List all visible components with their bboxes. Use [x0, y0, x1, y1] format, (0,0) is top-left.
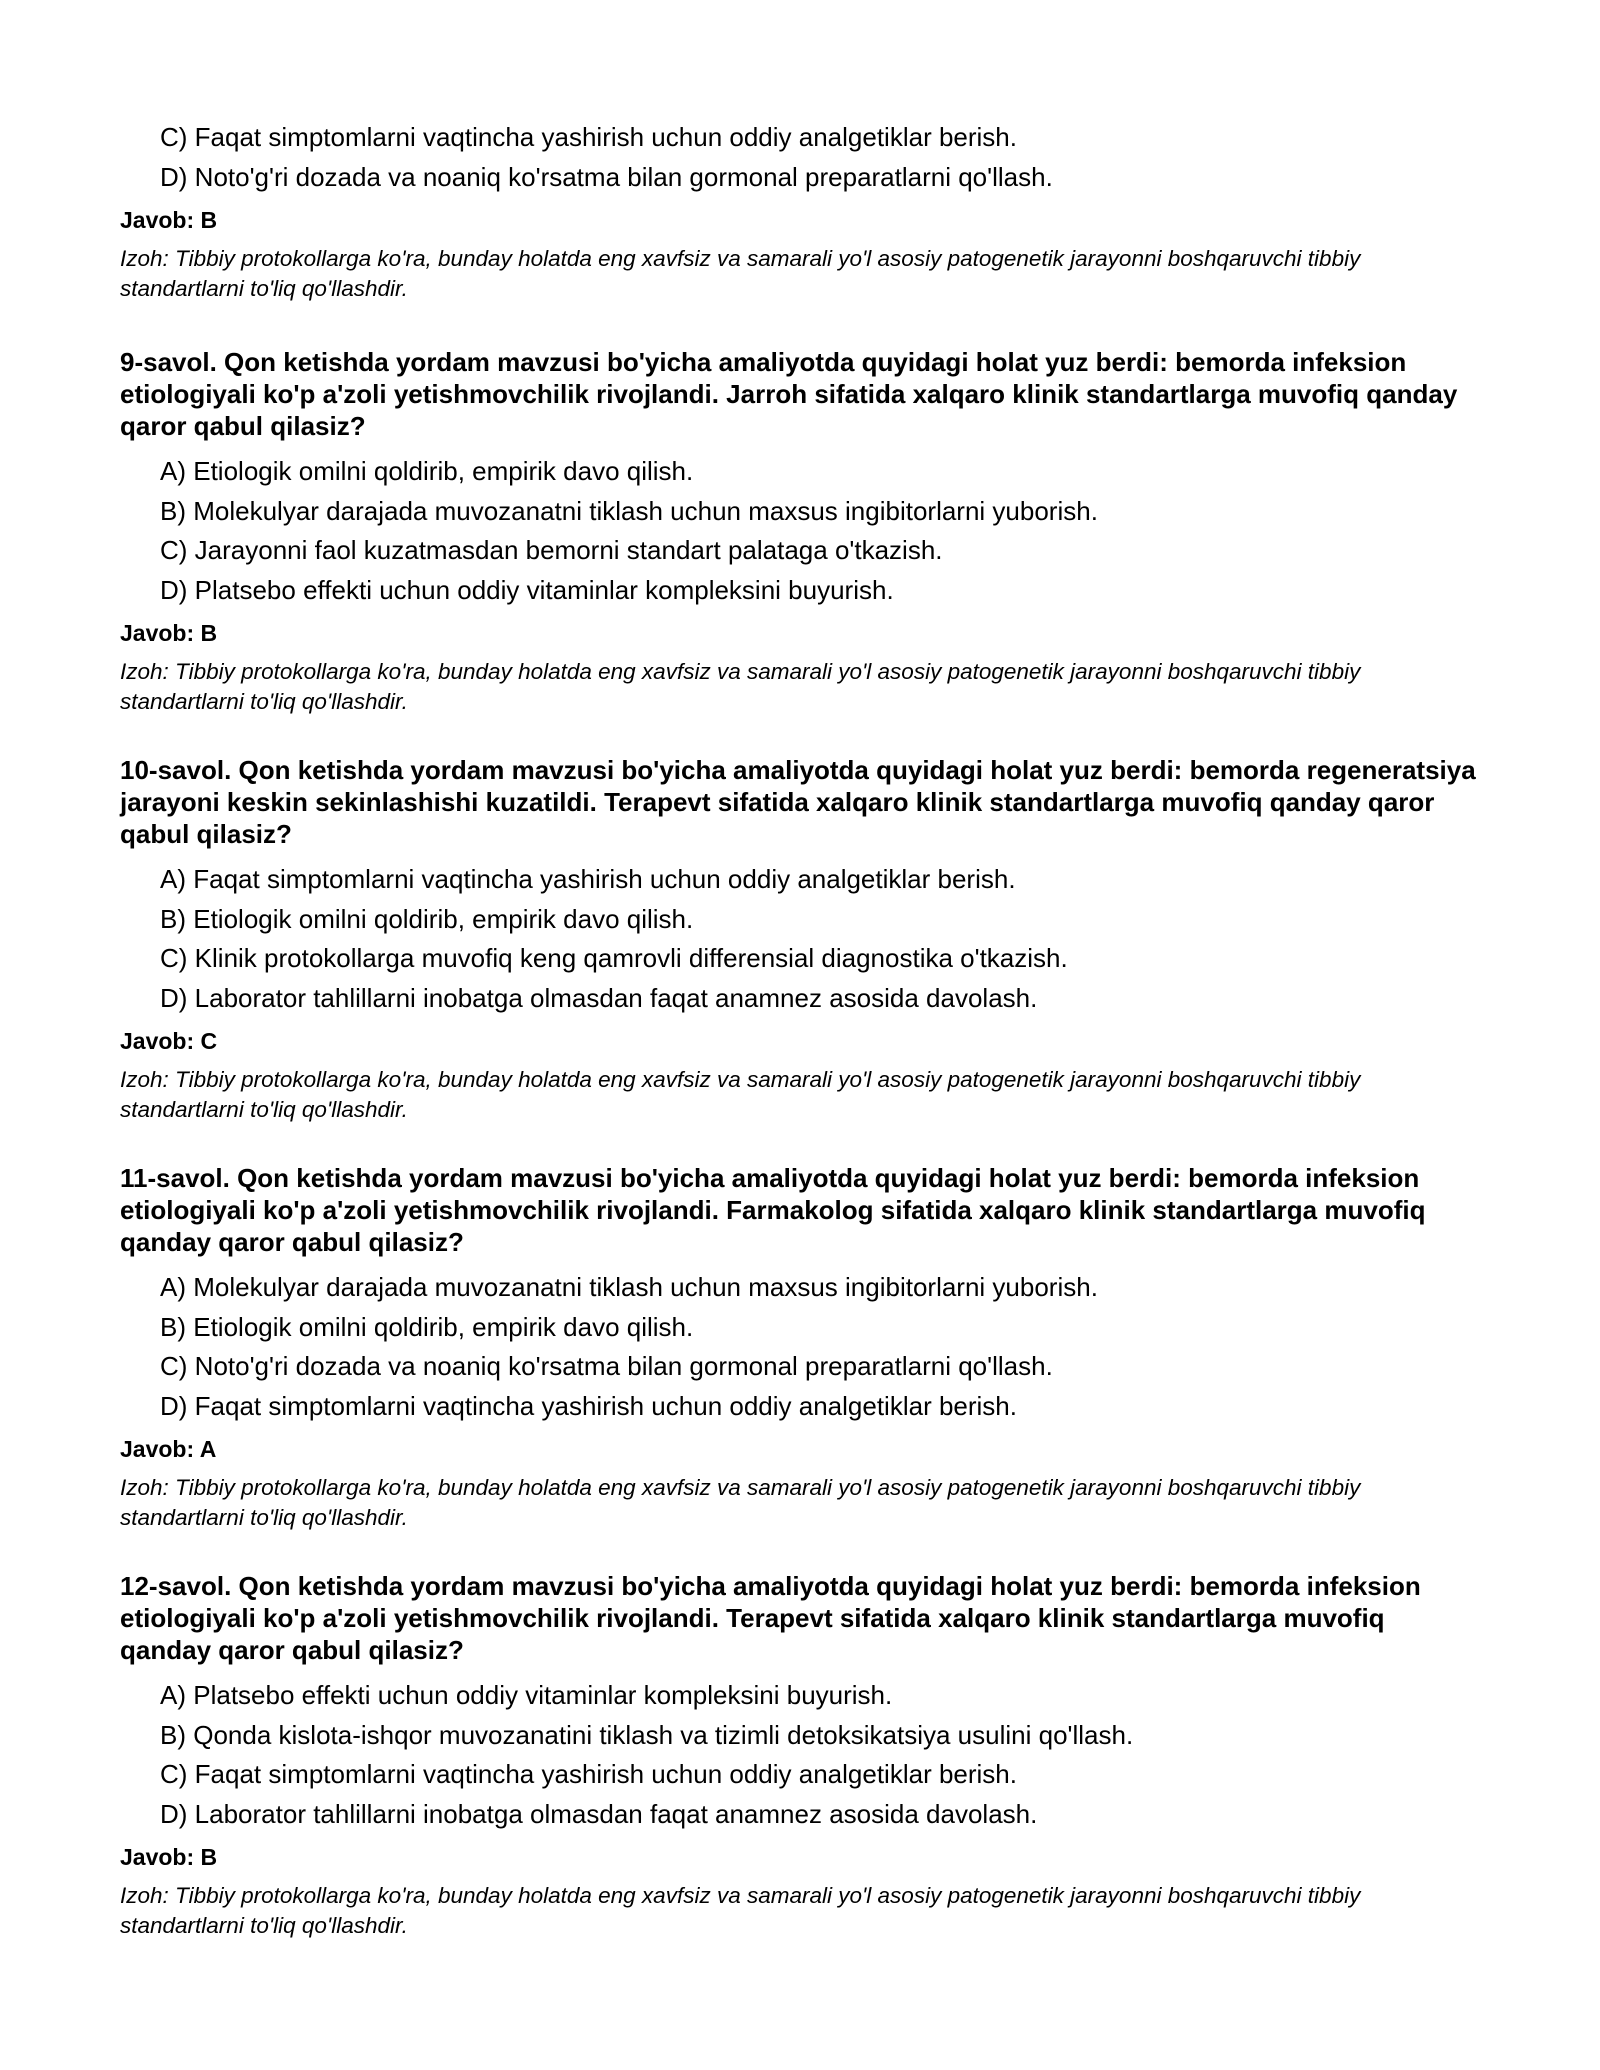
- question-11: [0, 1162, 1600, 1533]
- option-text: Jarayonni faol kuzatmasdan bemorni standart palataga o'tkazish.: [194, 535, 943, 565]
- option-letter: A): [160, 864, 186, 894]
- option-text: Laborator tahlillarni inobatga olmasdan faqat anamnez asosida davolash.: [194, 1798, 1038, 1829]
- explanation-note: Izoh: Tibbiy protokollarga ko'ra, bunday holatda eng xavfsiz va samarali yo'l asosiy patogenetik jarayonni boshqaruvchi tibbiy standartlarni to'liq qo'llashdir.: [120, 659, 1361, 714]
- option-letter: B): [160, 1719, 186, 1750]
- option-text: Laborator tahlillarni inobatga olmasdan faqat anamnez asosida davolash.: [194, 982, 1038, 1013]
- option-text: Molekulyar darajada muvozanatni tiklash uchun maxsus ingibitorlarni yuborish.: [193, 1272, 1098, 1302]
- question-8-continuation: [0, 118, 1600, 304]
- option-a: [160, 1676, 1600, 1716]
- option-b: [160, 900, 1600, 940]
- option-letter: C): [160, 1351, 188, 1381]
- option-text: Etiologik omilni qoldirib, empirik davo qilish.: [193, 903, 694, 934]
- option-c: [160, 1347, 1600, 1387]
- option-letter: B): [160, 495, 186, 526]
- option-text: Faqat simptomlarni vaqtincha yashirish uchun oddiy analgetiklar berish.: [194, 122, 1017, 152]
- option-a: [160, 860, 1600, 900]
- option-c: [160, 118, 1600, 158]
- answer-label: Javob:: [120, 1844, 195, 1870]
- option-b: [160, 1716, 1600, 1756]
- option-text: Etiologik omilni qoldirib, empirik davo qilish.: [193, 456, 694, 486]
- option-letter: D): [160, 161, 188, 192]
- option-letter: A): [160, 456, 186, 486]
- option-letter: A): [160, 1272, 186, 1302]
- option-d: [160, 158, 1600, 198]
- option-text: Qonda kislota-ishqor muvozanatini tiklash va tizimli detoksikatsiya usulini qo'llash.: [193, 1719, 1134, 1750]
- answer-label: Javob:: [120, 1436, 195, 1462]
- answer-line: [120, 618, 1600, 649]
- option-text: Klinik protokollarga muvofiq keng qamrovli differensial diagnostika o'tkazish.: [194, 943, 1068, 973]
- option-text: Faqat simptomlarni vaqtincha yashirish uchun oddiy analgetiklar berish.: [193, 864, 1016, 894]
- answer-value: B: [200, 620, 218, 646]
- option-letter: D): [160, 574, 188, 605]
- answer-line: [120, 1026, 1600, 1057]
- option-text: Platsebo effekti uchun oddiy vitaminlar kompleksini buyurish.: [194, 574, 894, 605]
- option-a: [160, 1268, 1600, 1308]
- explanation-note: Izoh: Tibbiy protokollarga ko'ra, bunday holatda eng xavfsiz va samarali yo'l asosiy patogenetik jarayonni boshqaruvchi tibbiy standartlarni to'liq qo'llashdir.: [120, 1067, 1361, 1122]
- explanation-note: Izoh: Tibbiy protokollarga ko'ra, bunday holatda eng xavfsiz va samarali yo'l asosiy patogenetik jarayonni boshqaruvchi tibbiy standartlarni to'liq qo'llashdir.: [120, 1475, 1361, 1530]
- answer-options: [0, 1676, 1600, 1834]
- answer-options: [0, 1268, 1600, 1426]
- answer-options: [0, 452, 1600, 610]
- answer-line: [120, 205, 1600, 236]
- answer-value: A: [199, 1436, 217, 1462]
- option-letter: D): [160, 982, 188, 1013]
- option-letter: C): [160, 122, 188, 152]
- answer-options: [0, 860, 1600, 1018]
- question-title: 10-savol. Qon ketishda yordam mavzusi bo'yicha amaliyotda quyidagi holat yuz berdi: bemorda regeneratsiya jarayoni keskin sekinlashishi kuzatildi. Terapevt sifatida xalqaro klinik standartlarga muvofiq qanday qaror qabul qilasiz?: [120, 755, 1476, 849]
- question-12: [0, 1570, 1600, 1941]
- question-title: 9-savol. Qon ketishda yordam mavzusi bo'yicha amaliyotda quyidagi holat yuz berdi: bemorda infeksion etiologiyali ko'p a'zoli yetishmovchilik rivojlandi. Jarroh sifatida xalqaro klinik standartlarga muvofiq qanday qaror qabul qilasiz?: [120, 347, 1458, 441]
- option-letter: B): [160, 903, 186, 934]
- question-10: [0, 754, 1600, 1125]
- option-c: [160, 1755, 1600, 1795]
- option-text: Etiologik omilni qoldirib, empirik davo qilish.: [193, 1311, 694, 1342]
- option-text: Faqat simptomlarni vaqtincha yashirish uchun oddiy analgetiklar berish.: [194, 1759, 1017, 1789]
- question-title: 11-savol. Qon ketishda yordam mavzusi bo'yicha amaliyotda quyidagi holat yuz berdi: bemorda infeksion etiologiyali ko'p a'zoli yetishmovchilik rivojlandi. Farmakolog sifatida xalqaro klinik standartlarga muvofiq qanday qaror qabul qilasiz?: [120, 1163, 1426, 1257]
- answer-value: B: [200, 1844, 218, 1870]
- answer-line: [120, 1842, 1600, 1873]
- option-c: [160, 939, 1600, 979]
- explanation-note: Izoh: Tibbiy protokollarga ko'ra, bunday holatda eng xavfsiz va samarali yo'l asosiy patogenetik jarayonni boshqaruvchi tibbiy standartlarni to'liq qo'llashdir.: [120, 246, 1361, 301]
- option-d: [160, 1387, 1600, 1427]
- option-letter: C): [160, 1759, 188, 1789]
- option-c: [160, 531, 1600, 571]
- option-text: Platsebo effekti uchun oddiy vitaminlar kompleksini buyurish.: [193, 1680, 893, 1710]
- answer-label: Javob:: [120, 207, 195, 233]
- option-letter: D): [160, 1798, 188, 1829]
- option-letter: D): [160, 1390, 188, 1421]
- option-a: [160, 452, 1600, 492]
- answer-value: B: [200, 207, 218, 233]
- answer-label: Javob:: [120, 1028, 195, 1054]
- option-d: [160, 571, 1600, 611]
- explanation-note: Izoh: Tibbiy protokollarga ko'ra, bunday holatda eng xavfsiz va samarali yo'l asosiy patogenetik jarayonni boshqaruvchi tibbiy standartlarni to'liq qo'llashdir.: [120, 1883, 1361, 1938]
- option-d: [160, 1795, 1600, 1835]
- option-letter: B): [160, 1311, 186, 1342]
- question-title: 12-savol. Qon ketishda yordam mavzusi bo'yicha amaliyotda quyidagi holat yuz berdi: bemorda infeksion etiologiyali ko'p a'zoli yetishmovchilik rivojlandi. Terapevt sifatida xalqaro klinik standartlarga muvofiq qanday qaror qabul qilasiz?: [120, 1571, 1421, 1665]
- option-text: Noto'g'ri dozada va noaniq ko'rsatma bilan gormonal preparatlarni qo'llash.: [194, 161, 1053, 192]
- option-b: [160, 492, 1600, 532]
- option-text: Noto'g'ri dozada va noaniq ko'rsatma bilan gormonal preparatlarni qo'llash.: [194, 1351, 1053, 1381]
- option-text: Faqat simptomlarni vaqtincha yashirish uchun oddiy analgetiklar berish.: [194, 1390, 1017, 1421]
- answer-options: [0, 118, 1600, 197]
- option-d: [160, 979, 1600, 1019]
- answer-value: C: [200, 1028, 218, 1054]
- option-text: Molekulyar darajada muvozanatni tiklash uchun maxsus ingibitorlarni yuborish.: [193, 495, 1098, 526]
- answer-line: [120, 1434, 1600, 1465]
- option-b: [160, 1308, 1600, 1348]
- question-9: [0, 346, 1600, 717]
- option-letter: C): [160, 943, 188, 973]
- answer-label: Javob:: [120, 620, 195, 646]
- option-letter: C): [160, 535, 188, 565]
- option-letter: A): [160, 1680, 186, 1710]
